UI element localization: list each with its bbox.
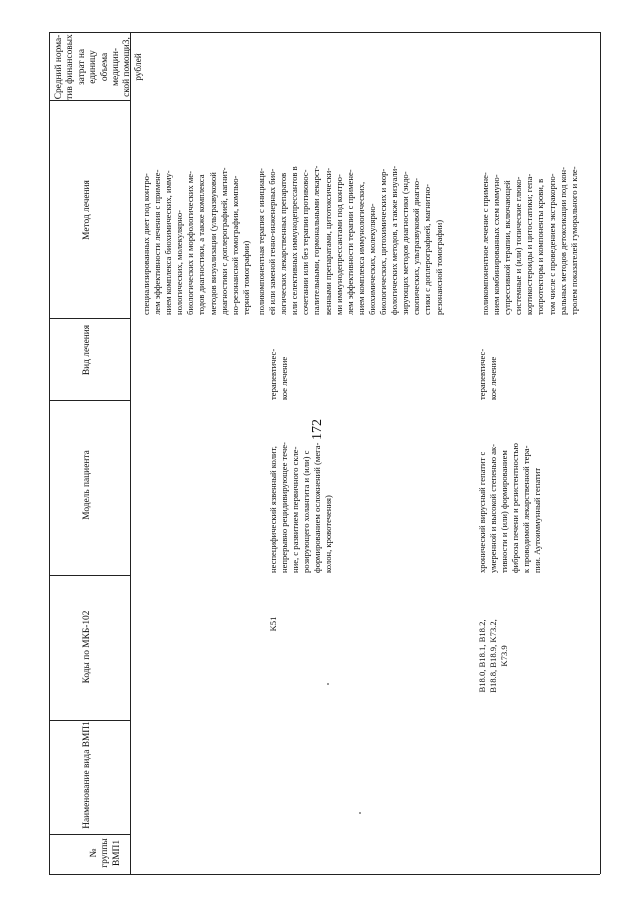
header-icd-codes: Коды по МКБ-102 bbox=[82, 610, 92, 684]
row2-treatment-type: терапевтичес- кое лечение bbox=[477, 348, 499, 400]
page-number: 172 bbox=[310, 419, 325, 440]
method-continuation-text: специализированных диет под контро- лем эффективности лечения с примене- нием комплекса биохимических, имму- нологических, молекулярно- биологических и морфологических ме- тодов диагностики, а также комплекса методов визуализации (ультразвуковой диагностики с доплерографией, магнит- но-резонансной томографии, компью- терной томографии) bbox=[141, 167, 251, 315]
row2-treatment-method: поликомпонентное лечение с примене- нием комбинированных схем иммуно- супрессивной терапии, включающей системные и (или) топические глюко- кортикостероиды и цитостатики; гепа- топротекторы и компоненты крови, в том числе с проведением экстракорпо- ральных методов детоксикации под кон- тролем показателей гуморального и кле- bbox=[480, 166, 579, 315]
header-treatment-method: Метод лечения bbox=[82, 180, 92, 240]
row1-treatment-type: терапевтичес- кое лечение bbox=[268, 348, 290, 400]
header-cost-norm: Средний норма- тив финансовых затрат на единицу объема медицин- ской помощи3, рублей bbox=[54, 34, 144, 100]
header-treatment-type: Вид лечения bbox=[82, 324, 92, 376]
row1-patient-model: неспецифический язвенный колит, непрерывно рецидивирующее тече- ние, с развитием первичного скле- розирующего холангита и (или) с формированием осложнений (мега- колон, кровотечения) bbox=[268, 442, 334, 573]
row2-icd-codes: B18.0, B18.1, B18.2, B18.8, B18.9, K73.2, K73.9 bbox=[477, 619, 510, 693]
header-group-no: № группы ВМП1 bbox=[89, 838, 122, 868]
table-border-right bbox=[600, 32, 601, 874]
row2-patient-model: хронический вирусный гепатит с умеренной и высокой степенью ак- тивности и (или) формированием фиброза печени и резистентностью к проводимой лекарственной тера- пии. Аутоиммунный гепатит bbox=[477, 443, 543, 573]
table-border-left bbox=[49, 32, 50, 874]
column-divider-4 bbox=[49, 400, 130, 401]
column-divider-2 bbox=[49, 100, 130, 101]
table-border-bottom bbox=[49, 874, 600, 875]
header-row-divider bbox=[130, 32, 131, 874]
row1-treatment-method: поликомпонентная терапия с инициаци- ей или заменой генно-инженерных био- логических лекарственных препаратов или селективных иммунодепрессантов в сочетании или без терапии противовос- палительными, гормональными лекарст- венными препаратами, цитотоксически- ми иммунодепрессантами под контро- лем эффективности терапии с примене- нием комплекса иммунологических, биохимических, молекулярно- биологических, цитохимических и мор- фологических методов, а также визуали- зирующих методов диагностики (эндо- скопических, ультразвуковой диагно- стики с доплерографией, магнитно- резонансной томографии) bbox=[256, 165, 444, 315]
row1-icd-code: K51 bbox=[268, 616, 278, 632]
column-divider-1 bbox=[49, 32, 600, 33]
header-patient-model: Модель пациента bbox=[82, 450, 92, 520]
column-divider-5 bbox=[49, 575, 130, 576]
scan-speck bbox=[359, 812, 361, 814]
header-vmp-name: Наименование вида ВМП1 bbox=[82, 721, 92, 829]
scan-speck bbox=[327, 683, 329, 685]
